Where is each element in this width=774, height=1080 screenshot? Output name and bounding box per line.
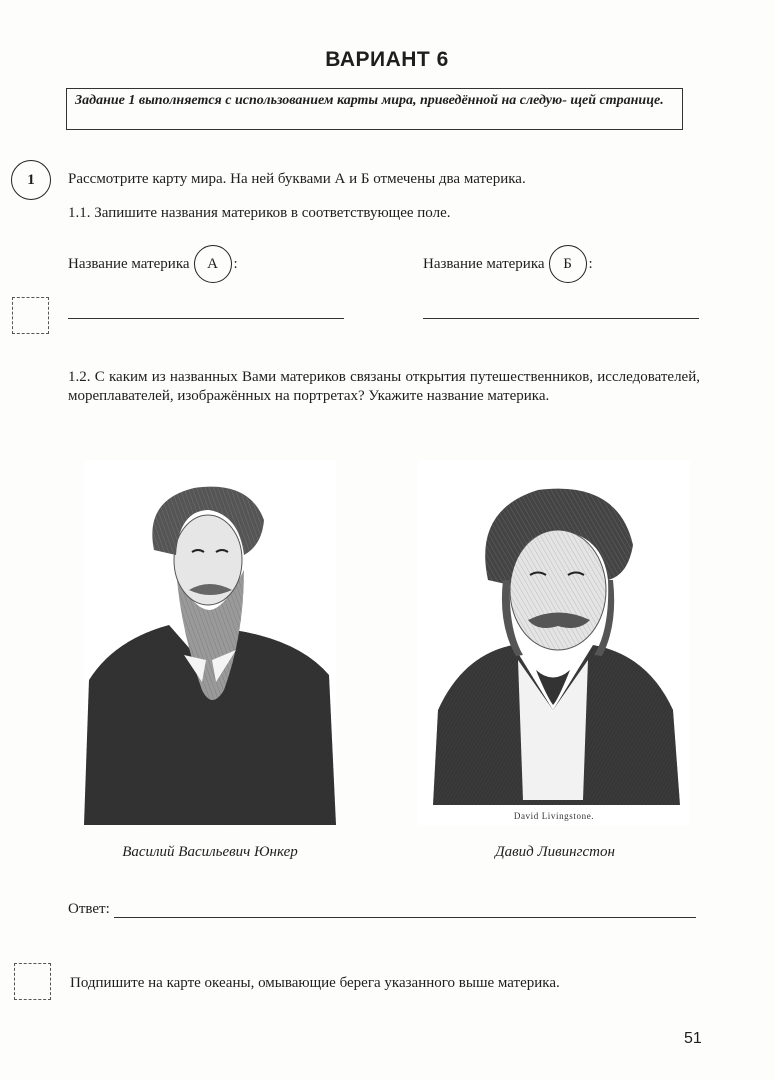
page-number: 51 bbox=[684, 1030, 702, 1047]
score-box-1[interactable] bbox=[12, 297, 49, 334]
score-box-2[interactable] bbox=[14, 963, 51, 1000]
colon-a: : bbox=[233, 255, 238, 272]
colon-b: : bbox=[588, 255, 593, 272]
portrait-livingstone-image bbox=[418, 460, 690, 825]
task-number-circle: 1 bbox=[11, 160, 51, 200]
question-1-2-text: 1.2. С каким из названных Вами материков связаны открытия путешественников, исследователей, мореплавателей, изображённых на портретах? Укажите название материка. bbox=[68, 369, 700, 404]
question-1-1-text: 1.1. Запишите названия материков в соответствующее поле. bbox=[68, 205, 451, 221]
question-oceans-text: Подпишите на карте океаны, омывающие берега указанного выше материка. bbox=[70, 975, 560, 991]
continent-a-label: Название материка bbox=[68, 255, 190, 272]
portrait-junker-caption: Василий Васильевич Юнкер bbox=[122, 844, 298, 860]
portrait-livingstone-engraving bbox=[418, 460, 690, 825]
letter-a-circle: А bbox=[194, 245, 232, 283]
task-notice-box: Задание 1 выполняется с использованием карты мира, приведённой на следую- щей странице. bbox=[66, 88, 683, 130]
answer-label: Ответ: bbox=[68, 901, 110, 917]
answer-row bbox=[68, 901, 696, 918]
continent-b-label: Название материка bbox=[423, 255, 545, 272]
answer-line-continent-a[interactable] bbox=[68, 318, 344, 319]
answer-line-continent-b[interactable] bbox=[423, 318, 699, 319]
task-intro-text: Рассмотрите карту мира. На ней буквами А и Б отмечены два материка. bbox=[68, 171, 526, 187]
letter-b-circle: Б bbox=[549, 245, 587, 283]
portrait-junker-image bbox=[84, 460, 336, 825]
portrait-livingstone-inner-caption: David Livingstone. bbox=[513, 811, 595, 821]
portrait-junker-engraving bbox=[84, 460, 336, 825]
continent-b-label-row bbox=[423, 245, 593, 283]
continent-a-label-row bbox=[68, 245, 238, 283]
portrait-livingstone-caption: Давид Ливингстон bbox=[495, 844, 615, 860]
page-title: ВАРИАНТ 6 bbox=[325, 48, 449, 71]
answer-line[interactable] bbox=[114, 903, 696, 918]
